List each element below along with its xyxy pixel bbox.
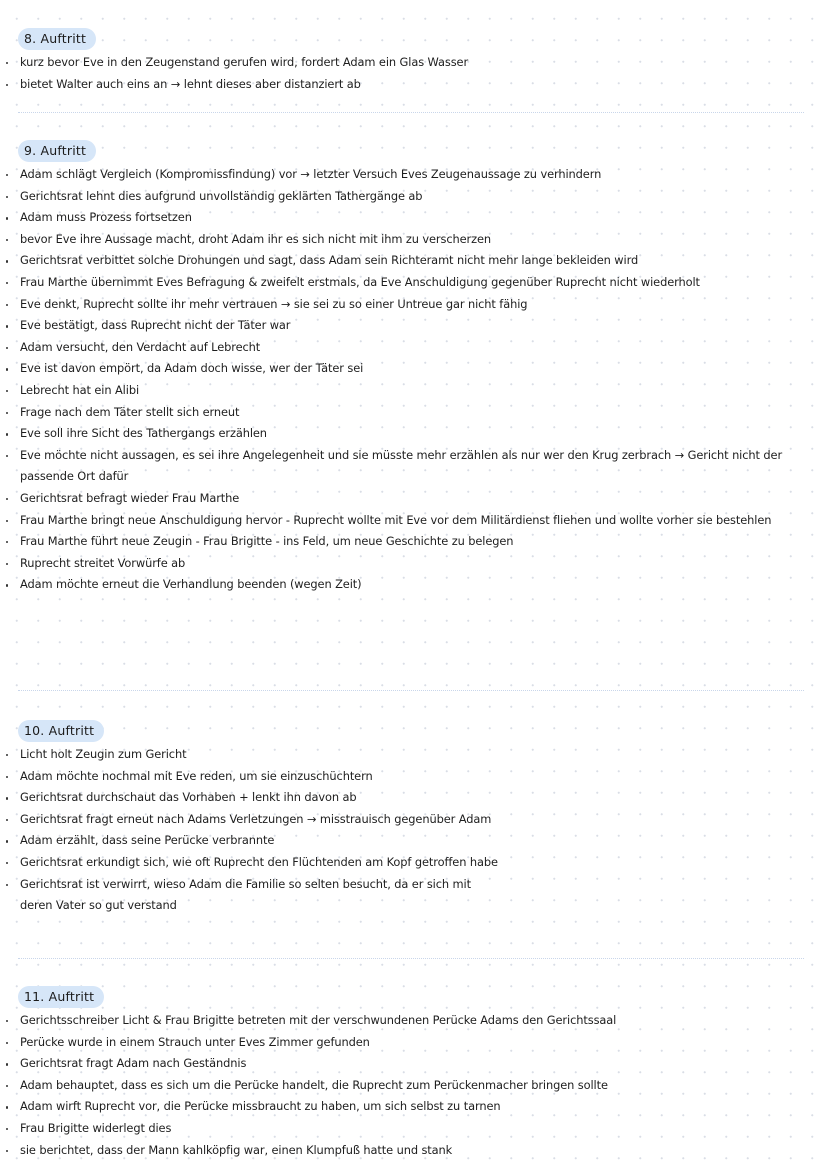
bullet-icon [6, 455, 8, 457]
bullet-icon [6, 840, 8, 842]
section-divider [18, 690, 804, 691]
bullet-icon [6, 325, 8, 327]
bullet-icon [6, 174, 8, 176]
note-line: Adam schlägt Vergleich (Kompromissfindung) vor → letzter Versuch Eves Zeugenaussage zu verhindern [0, 164, 828, 186]
note-list [0, 1010, 828, 1161]
bullet-icon [6, 1085, 8, 1087]
section-heading-wrap [18, 720, 828, 744]
note-line: Gerichtsrat durchschaut das Vorhaben + lenkt ihn davon ab [0, 787, 828, 809]
bullet-icon [6, 1020, 8, 1022]
note-line: Frau Brigitte widerlegt dies [0, 1118, 828, 1140]
bullet-icon [6, 84, 8, 86]
note-line: Licht holt Zeugin zum Gericht [0, 744, 828, 766]
bullet-icon [6, 282, 8, 284]
bullet-icon [6, 239, 8, 241]
note-line: Lebrecht hat ein Alibi [0, 380, 828, 402]
bullet-icon [6, 776, 8, 778]
bullet-icon [6, 390, 8, 392]
section-divider [18, 112, 804, 113]
bullet-icon [6, 1106, 8, 1108]
bullet-icon [6, 196, 8, 198]
bullet-icon [6, 368, 8, 370]
section-auftritt-8 [0, 28, 828, 95]
note-list [0, 164, 828, 596]
section-heading-wrap [18, 28, 828, 52]
note-line: Adam möchte erneut die Verhandlung beenden (wegen Zeit) [0, 574, 828, 596]
note-line: Gerichtsrat fragt erneut nach Adams Verletzungen → misstrauisch gegenüber Adam [0, 809, 828, 831]
section-heading: 10. Auftritt [18, 720, 104, 742]
bullet-icon [6, 754, 8, 756]
note-line: Gerichtsrat verbittet solche Drohungen und sagt, dass Adam sein Richteramt nicht mehr lange bekleiden wird [0, 250, 824, 272]
note-list [0, 744, 828, 917]
bullet-icon [6, 260, 8, 262]
note-line: bevor Eve ihre Aussage macht, droht Adam ihr es sich nicht mit ihm zu verscherzen [0, 229, 828, 251]
bullet-icon [6, 862, 8, 864]
note-line: Adam erzählt, dass seine Perücke verbrannte [0, 830, 828, 852]
section-heading: 9. Auftritt [18, 140, 96, 162]
bullet-icon [6, 520, 8, 522]
note-line: Gerichtsschreiber Licht & Frau Brigitte betreten mit der verschwundenen Perücke Adams den Gerichtssaal [0, 1010, 828, 1032]
note-list [0, 52, 828, 95]
note-line: Adam wirft Ruprecht vor, die Perücke missbraucht zu haben, um sich selbst zu tarnen [0, 1096, 828, 1118]
note-line: Gerichtsrat ist verwirrt, wieso Adam die Familie so selten besucht, da er sich mit deren Vater so gut verstand [0, 874, 504, 917]
bullet-icon [6, 563, 8, 565]
bullet-icon [6, 1150, 8, 1152]
note-line: kurz bevor Eve in den Zeugenstand gerufen wird, fordert Adam ein Glas Wasser [0, 52, 828, 74]
bullet-icon [6, 819, 8, 821]
note-line: Adam möchte nochmal mit Eve reden, um sie einzuschüchtern [0, 766, 828, 788]
section-heading: 8. Auftritt [18, 28, 96, 50]
section-divider [18, 958, 804, 959]
note-line: Gerichtsrat lehnt dies aufgrund unvollständig geklärten Tathergänge ab [0, 186, 828, 208]
section-heading-wrap [18, 986, 828, 1010]
section-auftritt-11 [0, 986, 828, 1161]
bullet-icon [6, 498, 8, 500]
bullet-icon [6, 1128, 8, 1130]
bullet-icon [6, 797, 8, 799]
note-line: bietet Walter auch eins an → lehnt dieses aber distanziert ab [0, 74, 828, 96]
note-line: Frau Marthe übernimmt Eves Befragung & zweifelt erstmals, da Eve Anschuldigung gegenüber Ruprecht nicht wiederholt [0, 272, 824, 294]
bullet-icon [6, 412, 8, 414]
note-line: Gerichtsrat fragt Adam nach Geständnis [0, 1053, 828, 1075]
section-auftritt-10 [0, 720, 828, 917]
note-line: Gerichtsrat erkundigt sich, wie oft Ruprecht den Flüchtenden am Kopf getroffen habe [0, 852, 504, 874]
note-line: Frau Marthe führt neue Zeugin - Frau Brigitte - ins Feld, um neue Geschichte zu belegen [0, 531, 828, 553]
note-line: Frau Marthe bringt neue Anschuldigung hervor - Ruprecht wollte mit Eve vor dem Militärdienst fliehen und wollte vorher sie bestehlen [0, 510, 824, 532]
section-heading: 11. Auftritt [18, 986, 104, 1008]
note-line: Adam behauptet, dass es sich um die Perücke handelt, die Ruprecht zum Perückenmacher bringen sollte [0, 1075, 828, 1097]
note-line: Eve möchte nicht aussagen, es sei ihre Angelegenheit und sie müsste mehr erzählen als nur wer den Krug zerbrach → Gericht nicht der passende Ort dafür [0, 445, 824, 488]
note-line: Eve ist davon empört, da Adam doch wisse, wer der Täter sei [0, 358, 828, 380]
bullet-icon [6, 62, 8, 64]
note-line: Eve bestätigt, dass Ruprecht nicht der Täter war [0, 315, 828, 337]
bullet-icon [6, 584, 8, 586]
bullet-icon [6, 884, 8, 886]
note-line: Perücke wurde in einem Strauch unter Eves Zimmer gefunden [0, 1032, 828, 1054]
note-line: Eve soll ihre Sicht des Tathergangs erzählen [0, 423, 828, 445]
note-line: Gerichtsrat befragt wieder Frau Marthe [0, 488, 828, 510]
note-line: Ruprecht streitet Vorwürfe ab [0, 553, 828, 575]
section-heading-wrap [18, 140, 828, 164]
bullet-icon [6, 304, 8, 306]
note-line: Frage nach dem Täter stellt sich erneut [0, 402, 828, 424]
note-line: Adam versucht, den Verdacht auf Lebrecht [0, 337, 828, 359]
note-line: Eve denkt, Ruprecht sollte ihr mehr vertrauen → sie sei zu so einer Untreue gar nicht fähig [0, 294, 828, 316]
bullet-icon [6, 1063, 8, 1065]
section-auftritt-9 [0, 140, 828, 596]
note-line: Adam muss Prozess fortsetzen [0, 207, 828, 229]
bullet-icon [6, 347, 8, 349]
bullet-icon [6, 1042, 8, 1044]
note-line: sie berichtet, dass der Mann kahlköpfig war, einen Klumpfuß hatte und stank [0, 1140, 828, 1162]
bullet-icon [6, 217, 8, 219]
bullet-icon [6, 541, 8, 543]
bullet-icon [6, 433, 8, 435]
